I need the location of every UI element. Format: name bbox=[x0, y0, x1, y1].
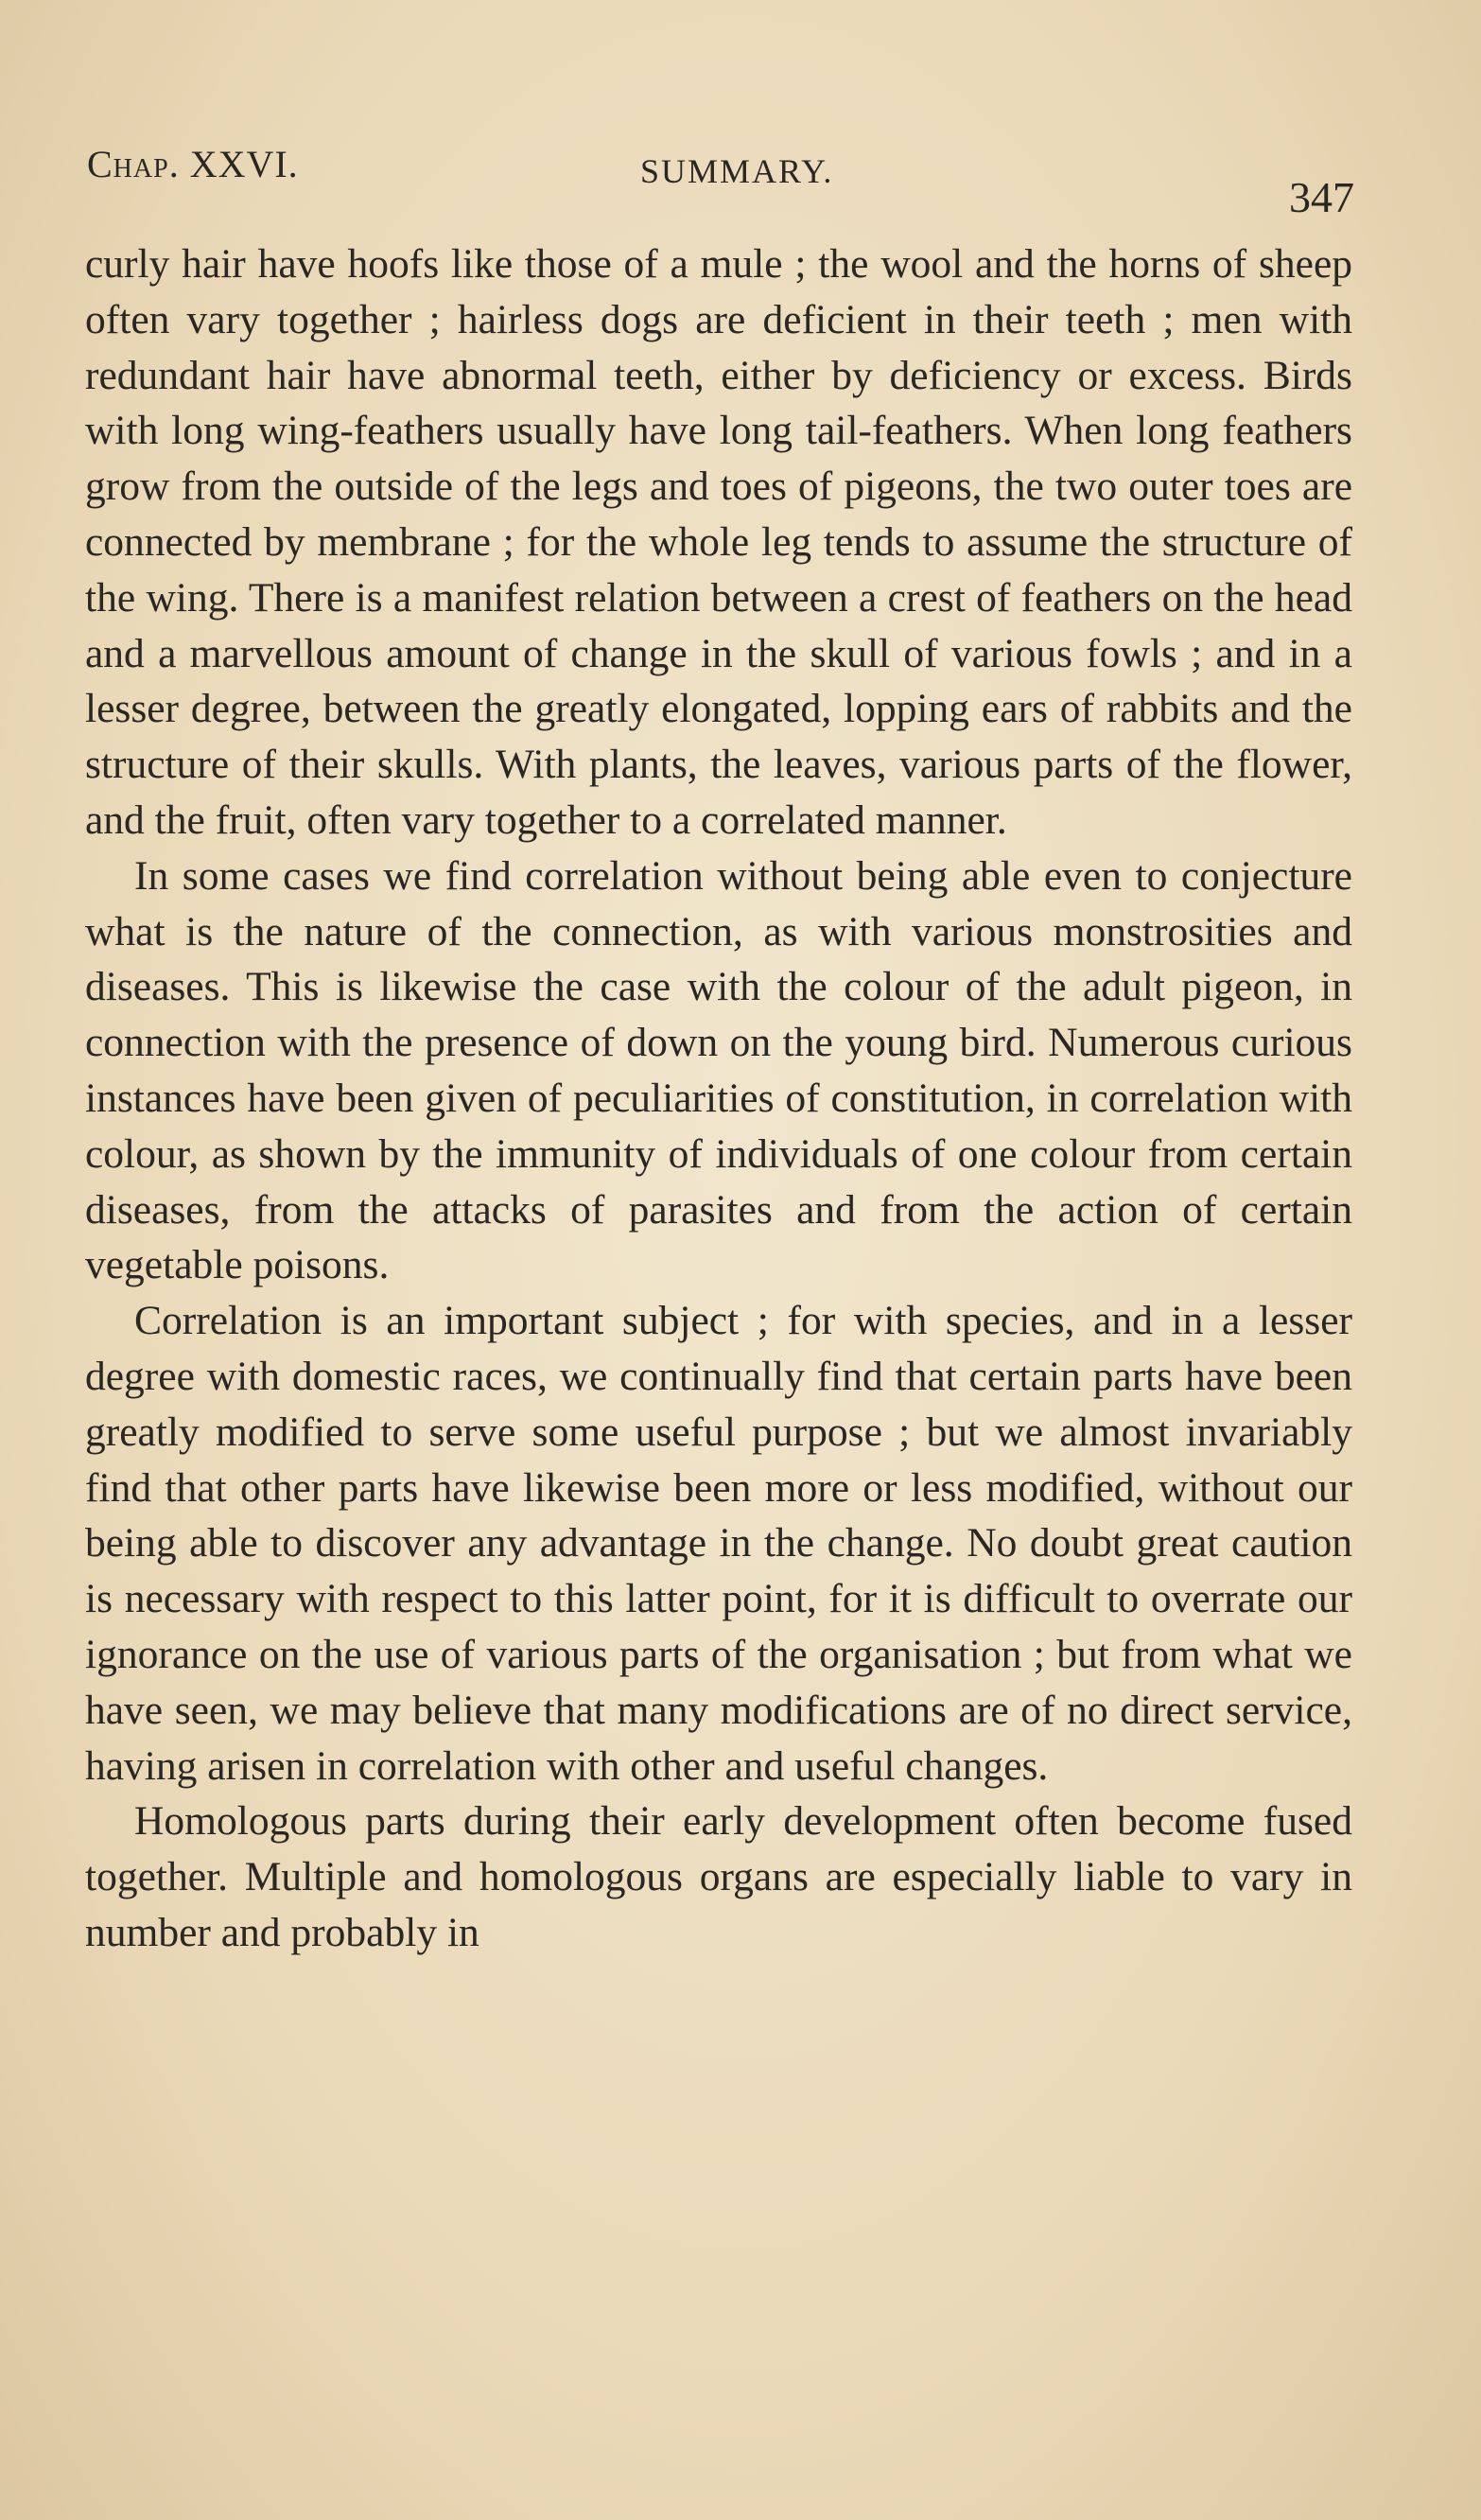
paragraph-continued: curly hair have hoofs like those of a mule ; the wool and the horns of sheep often vary together ; hairless dogs are deficient in their teeth ; men with redundant hair have abnormal teeth, either by deficiency or excess. Birds with long wing-feathers usually have long tail-feathers. When long feathers grow from the outside of the legs and toes of pigeons, the two outer toes are connected by membrane ; for the whole leg tends to assume the structure of the wing. There is a manifest relation between a crest of feathers on the head and a marvellous amount of change in the skull of various fowls ; and in a lesser degree, between the greatly elongated, lopping ears of rabbits and the structure of their skulls. With plants, the leaves, various parts of the flower, and the fruit, often vary together to a correlated manner. bbox=[85, 241, 1352, 843]
paragraph: Correlation is an important subject ; for with species, and in a lesser degree with domestic races, we continually find that certain parts have been greatly modified to serve some useful purpose ; but we almost invariably find that other parts have likewise been more or less modified, without our being able to discover any advantage in the change. No doubt great caution is necessary with respect to this latter point, for it is difficult to overrate our ignorance on the use of various parts of the organisation ; but from what we have seen, we may believe that many modifications are of no direct service, having arisen in correlation with other and useful changes. bbox=[85, 1298, 1352, 1789]
running-title: SUMMARY. bbox=[640, 152, 834, 190]
chapter-heading: Chap. XXVI. bbox=[87, 143, 299, 185]
page-number: 347 bbox=[1289, 173, 1354, 221]
paragraph: Homologous parts during their early development often become fused together. Multiple and homologous organs are especially liable to vary in number and probably in bbox=[85, 1798, 1352, 1955]
paragraph: In some cases we find correlation without being able even to conjecture what is the nature of the connection, as with various monstrosities and diseases. This is likewise the case with the colour of the adult pigeon, in connection with the presence of down on the young bird. Numerous curious instances have been given of peculiarities of constitution, in correlation with colour, as shown by the immunity of individuals of one colour from certain diseases, from the attacks of parasites and from the action of certain vegetable poisons. bbox=[85, 852, 1352, 1288]
body-text bbox=[85, 236, 1352, 1961]
page-header bbox=[87, 142, 1354, 221]
